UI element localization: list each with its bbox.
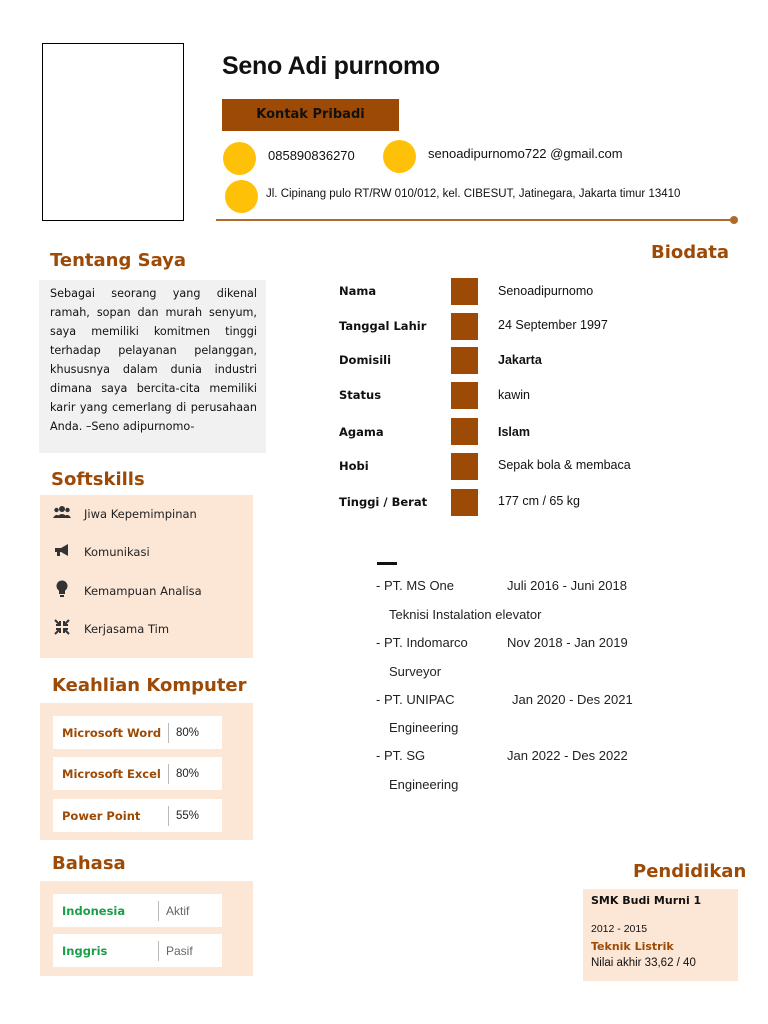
biodata-label: Tinggi / Berat bbox=[339, 495, 428, 509]
home-address: Jl. Cipinang pulo RT/RW 010/012, kel. CIBESUT, Jatinegara, Jakarta timur 13410 bbox=[266, 188, 681, 200]
header-divider-dot bbox=[730, 216, 738, 224]
biodata-marker bbox=[451, 489, 478, 516]
experience-company: - PT. UNIPAC bbox=[376, 692, 455, 707]
education-score: Nilai akhir 33,62 / 40 bbox=[591, 957, 696, 969]
softskill-label: Kerjasama Tim bbox=[84, 622, 170, 636]
biodata-label: Nama bbox=[339, 284, 377, 298]
header-divider bbox=[216, 219, 734, 221]
experience-company: - PT. MS One bbox=[376, 578, 455, 593]
compress-icon bbox=[52, 619, 72, 639]
skill-name: Power Point bbox=[53, 806, 169, 826]
language-name: Inggris bbox=[53, 941, 159, 961]
biodata-label: Agama bbox=[339, 425, 384, 439]
languages-title: Bahasa bbox=[52, 853, 126, 874]
skill-card bbox=[53, 799, 222, 832]
biodata-label: Status bbox=[339, 388, 382, 402]
softskill-label: Komunikasi bbox=[84, 545, 150, 559]
skill-level: 80% bbox=[176, 767, 200, 780]
about-text: Sebagai seorang yang dikenal ramah, sopan dan murah senyum, saya memiliki komitmen tinggi terhadap pelayanan pelanggan, khususnya dalam dunia industri dimana saya bercita-cita memiliki karir yang cemerlang di perusahaan Anda. –Seno adipurnomo- bbox=[50, 287, 257, 433]
language-card bbox=[53, 934, 222, 967]
softskills-title: Softskills bbox=[51, 469, 145, 490]
megaphone-icon bbox=[52, 543, 72, 561]
biodata-value: 177 cm / 65 kg bbox=[498, 494, 580, 508]
skill-name: Microsoft Excel bbox=[53, 764, 169, 784]
contact-section-title: Kontak Pribadi bbox=[222, 99, 399, 131]
experience-company: - PT. Indomarco bbox=[376, 635, 468, 650]
softskill-item bbox=[52, 504, 197, 524]
biodata-value: 24 September 1997 bbox=[498, 318, 608, 332]
language-level: Pasif bbox=[166, 943, 193, 958]
experience-period: Jan 2020 - Des 2021 bbox=[512, 692, 633, 707]
skill-card bbox=[53, 757, 222, 790]
experience-role: Surveyor bbox=[389, 664, 442, 679]
biodata-value: Senoadipurnomo bbox=[498, 284, 594, 298]
biodata-title: Biodata bbox=[651, 242, 730, 263]
language-level: Aktif bbox=[166, 903, 190, 918]
biodata-marker bbox=[451, 382, 478, 409]
education-title: Pendidikan bbox=[633, 861, 747, 882]
biodata-marker bbox=[451, 453, 478, 480]
experience-period: Juli 2016 - Juni 2018 bbox=[507, 578, 627, 593]
biodata-marker bbox=[451, 278, 478, 305]
users-icon bbox=[52, 505, 72, 523]
biodata-value: Jakarta bbox=[498, 353, 542, 367]
experience-role: Engineering bbox=[389, 720, 459, 735]
experience-period: Nov 2018 - Jan 2019 bbox=[507, 635, 628, 650]
location-icon bbox=[225, 180, 258, 213]
education-school: SMK Budi Murni 1 bbox=[591, 894, 702, 907]
experience-heading-mark bbox=[377, 562, 397, 565]
biodata-marker bbox=[451, 418, 478, 445]
softskill-item bbox=[52, 581, 202, 601]
biodata-value: Sepak bola & membaca bbox=[498, 458, 631, 472]
experience-role: Teknisi Instalation elevator bbox=[389, 607, 542, 622]
lightbulb-icon bbox=[52, 580, 72, 602]
phone-icon bbox=[223, 142, 256, 175]
skill-name: Microsoft Word bbox=[53, 723, 169, 743]
experience-company: - PT. SG bbox=[376, 748, 426, 763]
full-name: Seno Adi purnomo bbox=[222, 52, 440, 80]
biodata-marker bbox=[451, 313, 478, 340]
softskill-item bbox=[52, 619, 169, 639]
experience-role: Engineering bbox=[389, 777, 459, 792]
skill-level: 55% bbox=[176, 809, 200, 822]
language-card bbox=[53, 894, 222, 927]
skill-card bbox=[53, 716, 222, 749]
computer-skills-title: Keahlian Komputer bbox=[52, 675, 247, 696]
email-address: senoadipurnomo722 @gmail.com bbox=[428, 146, 623, 161]
biodata-value: kawin bbox=[498, 388, 530, 402]
skill-level: 80% bbox=[176, 726, 200, 739]
biodata-label: Hobi bbox=[339, 459, 369, 473]
education-years: 2012 - 2015 bbox=[591, 923, 648, 935]
about-title: Tentang Saya bbox=[50, 250, 187, 271]
biodata-marker bbox=[451, 347, 478, 374]
softskill-item bbox=[52, 542, 150, 562]
biodata-label: Domisili bbox=[339, 353, 392, 367]
profile-photo-placeholder bbox=[42, 43, 184, 221]
softskill-label: Jiwa Kepemimpinan bbox=[84, 507, 197, 521]
experience-period: Jan 2022 - Des 2022 bbox=[507, 748, 628, 763]
education-major: Teknik Listrik bbox=[591, 940, 674, 953]
language-name: Indonesia bbox=[53, 901, 159, 921]
phone-number: 085890836270 bbox=[268, 148, 355, 163]
softskill-label: Kemampuan Analisa bbox=[84, 584, 202, 598]
biodata-value: Islam bbox=[498, 425, 530, 439]
email-icon bbox=[383, 140, 416, 173]
biodata-label: Tanggal Lahir bbox=[339, 319, 427, 333]
